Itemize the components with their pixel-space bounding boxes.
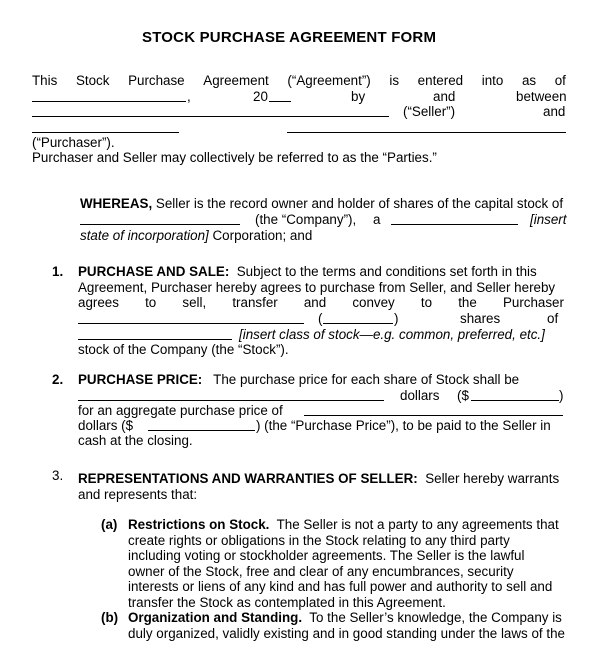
- section-2-number: 2.: [52, 372, 64, 387]
- document-title: STOCK PURCHASE AGREEMENT FORM: [142, 29, 437, 46]
- purchase-price-label: ) (the “Purchase Price”), to be paid to the Seller in: [256, 418, 551, 433]
- seller-label: (“Seller”): [403, 104, 456, 119]
- whereas-a: a: [373, 212, 381, 227]
- subsection-b-label: (b): [101, 610, 119, 625]
- subsection-a-line-2: create rights or obligations in the Stock relating to any third party: [128, 533, 510, 548]
- section-1-number: 1.: [52, 264, 64, 279]
- stock-class-hint: [insert class of stock—e.g. common, preferred, etc.]: [239, 327, 545, 342]
- section-2-line-4: cash at the closing.: [78, 433, 193, 448]
- date-blank[interactable]: [32, 89, 186, 102]
- shares-of: of: [547, 311, 559, 326]
- state-blank[interactable]: [391, 212, 518, 225]
- subsection-a-line-6: transfer the Stock as contemplated in this Agreement.: [128, 595, 446, 610]
- shares-paren-open: (: [318, 311, 323, 326]
- aggregate-dollars: dollars ($: [78, 418, 134, 433]
- shares-paren-close: ): [394, 311, 399, 326]
- company-label: (the “Company”),: [255, 212, 357, 227]
- purchaser-label: (“Purchaser”).: [32, 135, 115, 150]
- subsection-a-line-3: including voting or stockholder agreements. The Seller is the lawful: [128, 548, 525, 563]
- intro-line-1: This Stock Purchase Agreement (“Agreement”) is entered into as of: [32, 73, 566, 88]
- intro-and-2: and: [543, 104, 566, 119]
- subsection-a-line-1: Restrictions on Stock. The Seller is not a party to any agreements that: [128, 517, 559, 532]
- shares-word: shares: [460, 311, 501, 326]
- price-dollar-sign: ($: [457, 388, 469, 403]
- intro-comma: ,: [187, 89, 191, 104]
- price-paren-close: ): [559, 388, 564, 403]
- price-number-blank[interactable]: [471, 388, 559, 401]
- purchaser-name-blank-1[interactable]: [32, 120, 179, 133]
- section-1-line-1: PURCHASE AND SALE: Subject to the terms and conditions set forth in this: [78, 264, 537, 279]
- shares-number-blank[interactable]: [323, 311, 393, 324]
- subsection-b-line-1: Organization and Standing. To the Seller’s knowledge, the Company is: [128, 610, 562, 625]
- section-3-line-2: and represents that:: [78, 487, 198, 502]
- whereas-insert: [insert: [530, 212, 567, 227]
- section-2-line-1: PURCHASE PRICE: The purchase price for each share of Stock shall be: [78, 372, 520, 387]
- whereas-line-3: state of incorporation] Corporation; and: [80, 228, 313, 243]
- section-1-line-6: stock of the Company (the “Stock”).: [78, 342, 289, 357]
- year-blank[interactable]: [269, 89, 291, 102]
- whereas-line-1: WHEREAS, Seller is the record owner and holder of shares of the capital stock of: [80, 196, 564, 211]
- section-1-line-3: agrees to sell, transfer and convey to the Purchaser: [78, 295, 564, 310]
- price-dollars: dollars: [400, 388, 440, 403]
- subsection-a-line-5: interests or liens of any kind and has full power and authority to sell and: [128, 579, 553, 594]
- aggregate-words-blank[interactable]: [304, 403, 563, 416]
- aggregate-number-blank[interactable]: [148, 418, 255, 431]
- intro-by: by: [351, 89, 366, 104]
- seller-name-blank[interactable]: [32, 104, 389, 117]
- aggregate-label: for an aggregate purchase price of: [78, 403, 283, 418]
- section-3-line-1: REPRESENTATIONS AND WARRANTIES OF SELLER: Seller hereby warrants: [78, 471, 560, 486]
- intro-between: between: [516, 89, 567, 104]
- intro-year: 20: [253, 89, 268, 104]
- price-words-blank[interactable]: [78, 388, 384, 401]
- subsection-a-label: (a): [101, 517, 118, 532]
- section-1-line-2: Agreement, Purchaser hereby agrees to purchase from Seller, and Seller hereby: [78, 280, 556, 295]
- section-3-number: 3.: [52, 468, 64, 483]
- intro-and: and: [433, 89, 456, 104]
- parties-sentence: Purchaser and Seller may collectively be referred to as the “Parties.”: [32, 150, 437, 165]
- shares-words-blank[interactable]: [78, 311, 304, 324]
- purchaser-name-blank-2[interactable]: [287, 120, 566, 133]
- subsection-a-line-4: owner of the Stock, free and clear of any encumbrances, security: [128, 564, 514, 579]
- subsection-b-line-2: duly organized, validly existing and in good standing under the laws of the: [128, 626, 565, 641]
- seller-holder-blank[interactable]: [80, 212, 240, 225]
- stock-class-blank[interactable]: [78, 327, 232, 340]
